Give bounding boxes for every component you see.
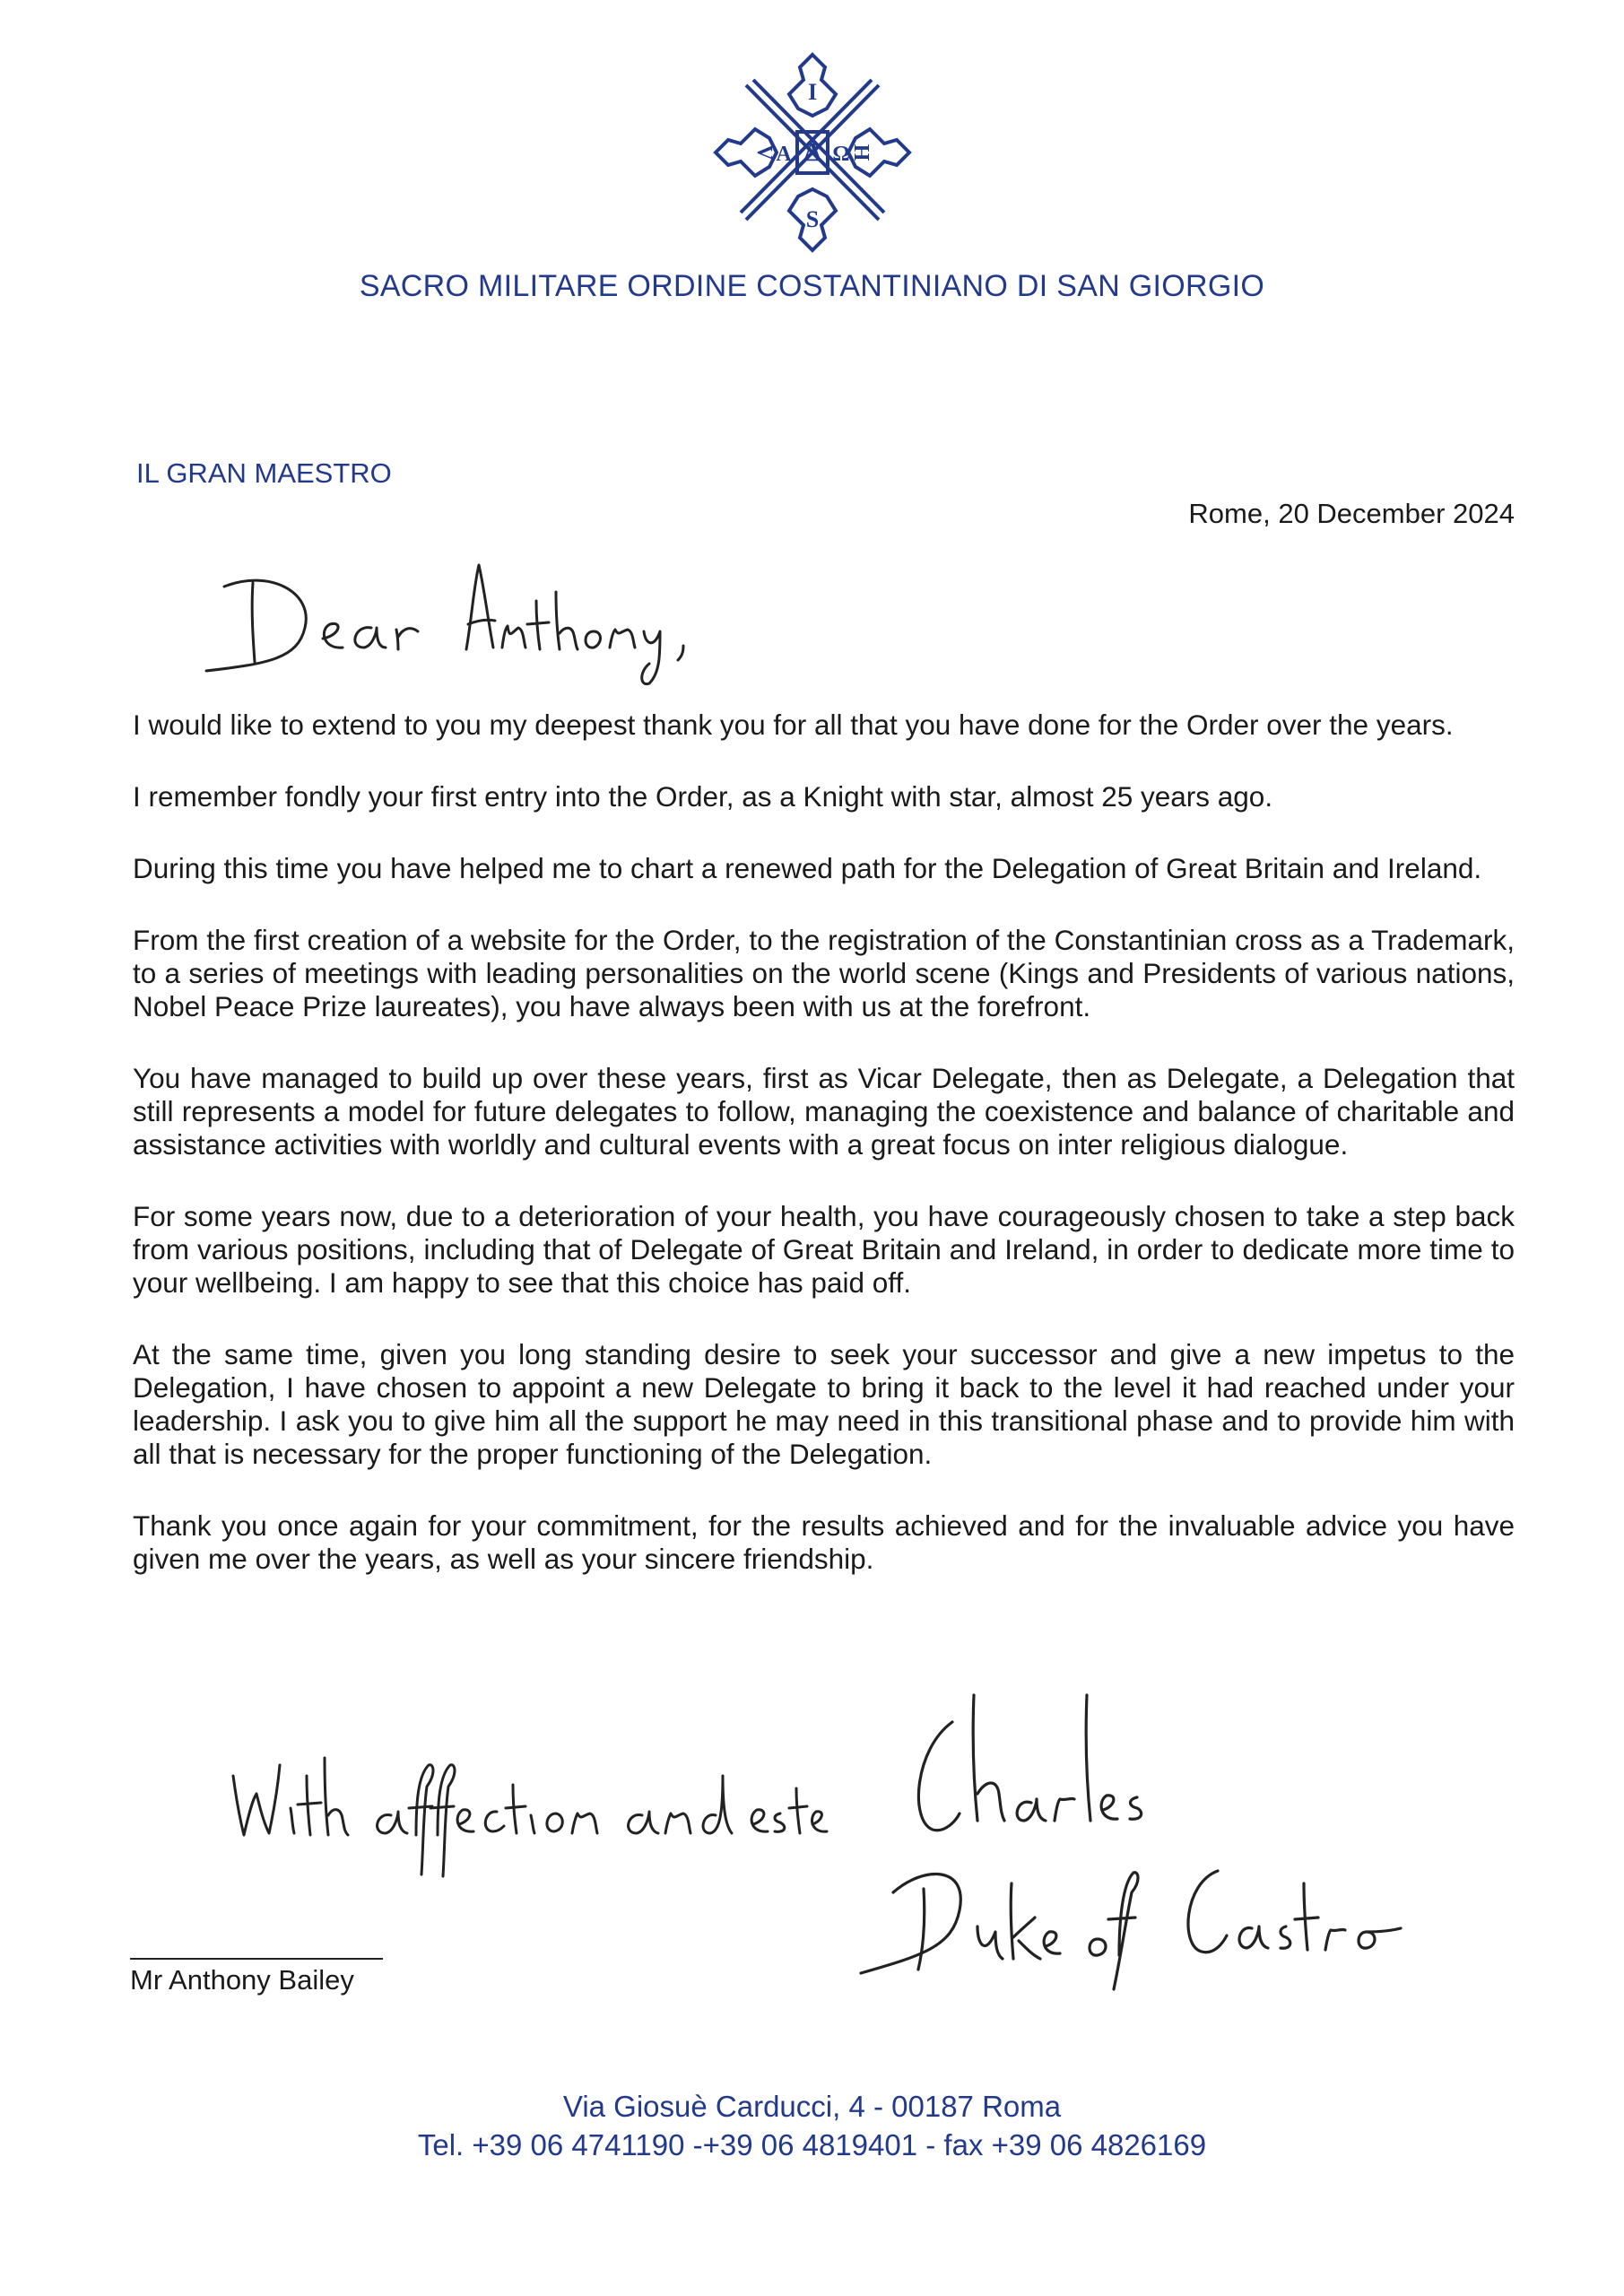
recipient-name: Mr Anthony Bailey (130, 1964, 354, 1996)
emblem-letter-i: I (807, 79, 818, 105)
footer-phones: Tel. +39 06 4741190 -+39 06 4819401 - fax +39 06 4826169 (417, 2128, 1207, 2161)
sender-title: IL GRAN MAESTRO (136, 457, 392, 489)
footer-address: Via Giosuè Carducci, 4 - 00187 Roma (562, 2090, 1062, 2123)
body-paragraph: During this time you have helped me to chart a renewed path for the Delegation of Great Britain and Ireland. (133, 852, 1482, 884)
handwritten-salutation (188, 538, 690, 691)
emblem-letter-s: S (805, 206, 820, 232)
date-line: Rome, 20 December 2024 (1188, 498, 1515, 529)
body-paragraph: Thank you once again for your commitment, for the results achieved and for the invaluable advice you have given me over the years, as well as your sincere friendship. (133, 1509, 1515, 1575)
emblem-letter-delta: Δ (803, 137, 821, 167)
body-paragraph: At the same time, given you long standing desire to seek your successor and give a new impetus to the Delegation, I have chosen to appoint a new Delegate to bring it back to the level it had reached under your leadership. I ask you to give him all the support he may need in this transitional phase and to provide him with all that is necessary for the proper functioning of the Delegation. (133, 1338, 1515, 1470)
order-name: SACRO MILITARE ORDINE COSTANTINIANO DI SAN GIORGIO (359, 269, 1265, 303)
recipient-rule (130, 1958, 383, 1960)
emblem-letter-h: H (851, 144, 874, 161)
handwritten-signature (852, 1686, 1408, 1991)
handwritten-closing (224, 1722, 834, 1883)
emblem-letter-a: A (776, 143, 792, 166)
emblem-letter-omega: Ω (832, 143, 850, 166)
emblem-letter-v: V (752, 144, 776, 161)
body-paragraph: You have managed to build up over these years, first as Vicar Delegate, then as Delegate, a Delegation that still represents a model for future delegates to follow, managing the coexistence and balance of charitable and assistance activities with worldly and cultural events with a great focus on inter religious dialogue. (133, 1062, 1515, 1161)
letter-body (133, 709, 1515, 1614)
body-paragraph: I would like to extend to you my deepest thank you for all that you have done for the Order over the years. (133, 709, 1454, 741)
constantinian-cross-emblem (710, 49, 915, 256)
body-paragraph: From the first creation of a website for the Order, to the registration of the Constantinian cross as a Trademark, to a series of meetings with leading personalities on the world scene (Kings and Presidents of various nations, Nobel Peace Prize laureates), you have always been with us at the forefront. (133, 924, 1515, 1022)
body-paragraph: For some years now, due to a deterioration of your health, you have courageously chosen to take a step back from various positions, including that of Delegate of Great Britain and Ireland, in order to dedicate more time to your wellbeing. I am happy to see that this choice has paid off. (133, 1200, 1515, 1299)
body-paragraph: I remember fondly your first entry into the Order, as a Knight with star, almost 25 years ago. (133, 780, 1273, 813)
